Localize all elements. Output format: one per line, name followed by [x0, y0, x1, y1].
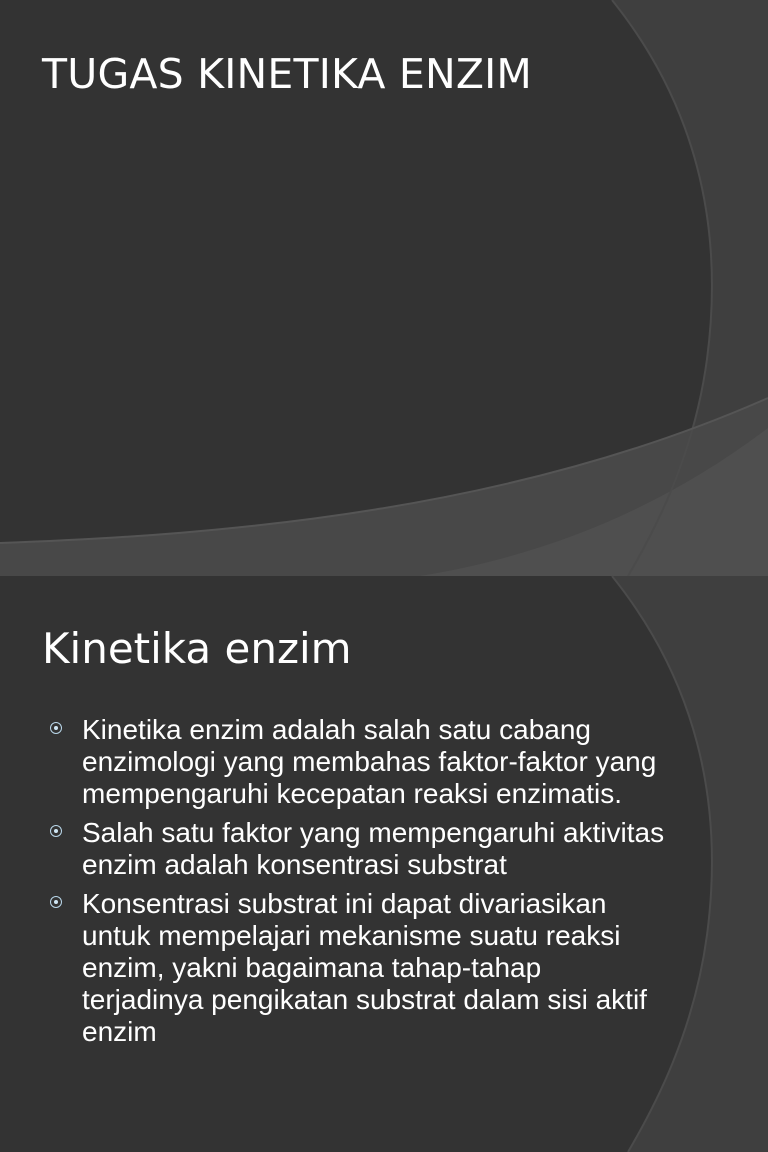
bullet-list — [48, 714, 668, 1055]
bullet-item — [48, 714, 668, 810]
slide-heading: Kinetika enzim — [42, 624, 352, 673]
bullet-item — [48, 817, 668, 881]
bullet-text: Salah satu faktor yang mempengaruhi aktivitas enzim adalah konsentrasi substrat — [82, 817, 665, 880]
circle-dot-icon — [50, 896, 62, 908]
slide-title: TUGAS KINETIKA ENZIM — [42, 50, 532, 98]
bullet-text: Konsentrasi substrat ini dapat divariasikan untuk mempelajari mekanisme suatu reaksi enzim, yakni bagaimana tahap-tahap terjadinya pengikatan substrat dalam sisi aktif enzim — [82, 888, 647, 1047]
bullet-item — [48, 888, 668, 1048]
circle-dot-icon — [50, 825, 62, 837]
circle-dot-icon — [50, 722, 62, 734]
bullet-text: Kinetika enzim adalah salah satu cabang enzimologi yang membahas faktor-faktor yang mempengaruhi kecepatan reaksi enzimatis. — [82, 714, 657, 809]
slide-content-page — [0, 576, 768, 1047]
